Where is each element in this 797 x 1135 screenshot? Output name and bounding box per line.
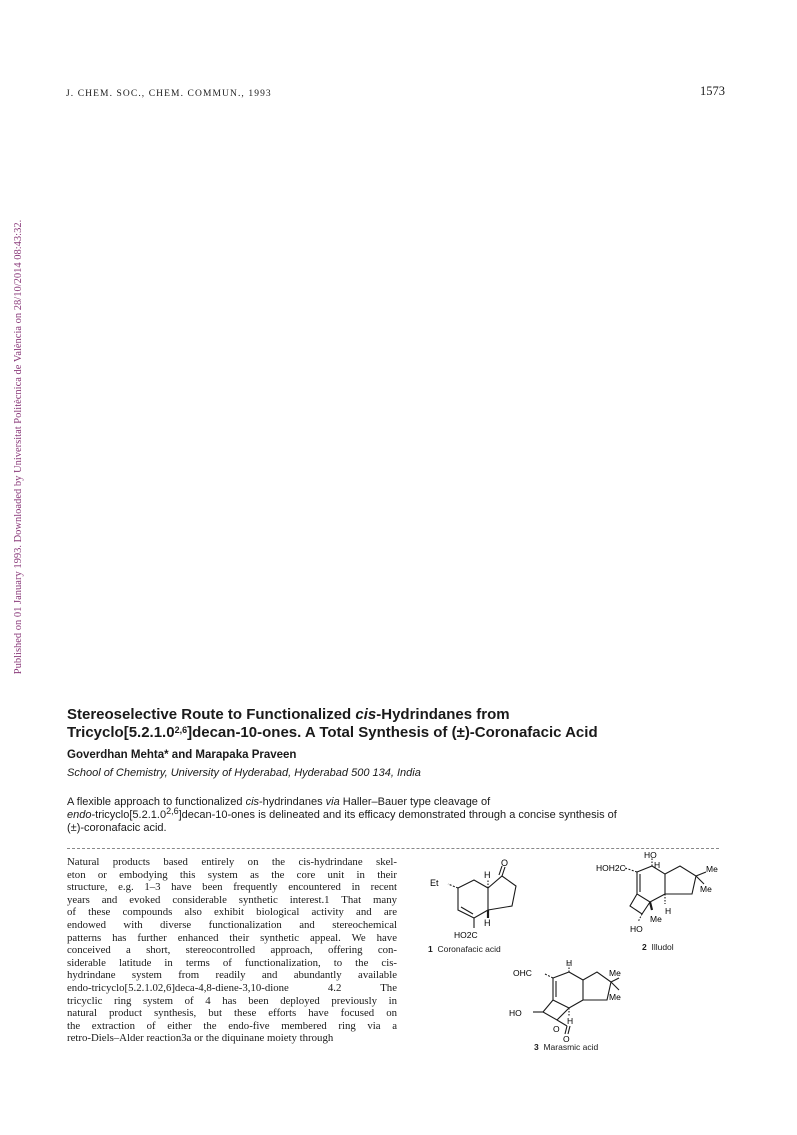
illudol-structure [592,852,722,940]
download-watermark: Published on 01 January 1993. Downloaded by Universitat Politècnica de València on 28/10/2014 08:43:32. [13,219,24,675]
label-ho2c: HO2C [454,930,478,940]
label-h: H [567,1016,574,1026]
label-me: Me [609,992,621,1002]
body-line: eton or embodying this system as the core unit in their [67,868,397,881]
title-italic: cis [355,706,377,723]
body-line: endo-tricyclo[5.2.1.02,6]deca-4,8-diene-3,10-dione 4.2 The [67,981,397,994]
title-superscript: 2,6 [174,725,188,735]
body-line: retro-Diels–Alder reaction3a or the diquinane moiety through [67,1032,334,1045]
body-line: endowed with diverse functionalization and stereochemical [67,918,397,931]
abstract-text: A flexible approach to functionalized [67,796,246,808]
caption-number: 3 [534,1042,539,1052]
title-part2: -Hydrindanes from [376,706,510,723]
body-line: siderable latitude in terms of functionalization, to the cis- [67,956,397,969]
caption-number: 1 [428,944,433,954]
label-h: H [665,906,672,916]
label-ho: HO [644,852,657,860]
section-divider [67,848,719,849]
title-line2b: ]decan-10-ones. A Total Synthesis of (±)-Coronafacic Acid [187,724,598,741]
label-ho: HO [630,924,643,934]
affiliation: School of Chemistry, University of Hyderabad, Hyderabad 500 134, India [67,767,421,779]
abstract-italic: cis [245,796,260,808]
body-line: structure, e.g. 1–3 have been frequently encountered in recent [67,881,397,894]
label-o: O [501,858,509,868]
body-line: years and evoked considerable synthetic interest.1 That many [67,893,397,906]
caption-name: Illudol [651,942,674,952]
article-title [67,706,747,742]
label-me: Me [706,864,718,874]
marasmic-acid-structure [505,960,630,1042]
abstract-text: (±)-coronafacic acid. [67,822,167,835]
abstract-italic: via [325,796,340,808]
body-line: of these compounds also exhibit biological activity and are [67,906,397,919]
label-me: Me [609,968,621,978]
abstract-italic: endo [67,809,92,822]
abstract-text: -hydrindanes [259,796,326,808]
caption-name: Coronafacic acid [437,944,501,954]
label-ohc: OHC [513,968,532,978]
caption-number: 2 [642,942,647,952]
body-line: patterns has further enhanced their synthetic appeal. We have [67,931,397,944]
label-hoh2c: HOH2C [596,863,626,873]
label-h: H [484,870,491,880]
title-part1: Stereoselective Route to Functionalized [67,706,356,723]
coronafacic-acid-structure [418,858,528,954]
body-line: tricyclic ring system of 4 has been deployed previously in [67,994,397,1007]
abstract [67,796,717,836]
page-number: 1573 [700,84,725,98]
body-line: the extraction of either the endo-five membered ring via a [67,1019,397,1032]
label-o: O [553,1024,560,1034]
body-line: conceived a short, stereocontrolled approach, offering con- [67,944,397,957]
caption-name: Marasmic acid [543,1042,599,1052]
authors: Goverdhan Mehta* and Marapaka Praveen [67,749,297,761]
label-et: Et [430,878,439,888]
label-me: Me [700,884,712,894]
body-line: natural product synthesis, but these efforts have focused on [67,1007,397,1020]
label-h: H [484,918,491,928]
caption-3 [534,1042,598,1052]
body-text [67,856,397,1045]
caption-1 [428,944,501,954]
abstract-text: Haller–Bauer type cleavage of [339,796,491,808]
body-line: Natural products based entirely on the cis-hydrindane skel- [67,856,397,868]
label-me: Me [650,914,662,924]
label-h: H [566,960,573,968]
abstract-text: -tricyclo[5.2.1.0 [91,809,167,822]
label-h: H [654,860,661,870]
label-o: O [563,1034,570,1042]
caption-2 [642,942,674,952]
body-line: hydrindane system from readily and abundantly available [67,969,397,982]
abstract-text: ]decan-10-ones is delineated and its efficacy demonstrated through a concise synthesis of [178,809,617,822]
journal-header: J. CHEM. SOC., CHEM. COMMUN., 1993 [66,89,272,99]
label-ho: HO [509,1008,522,1018]
abstract-superscript: 2,6 [166,806,179,817]
title-line2a: Tricyclo[5.2.1.0 [67,724,175,741]
